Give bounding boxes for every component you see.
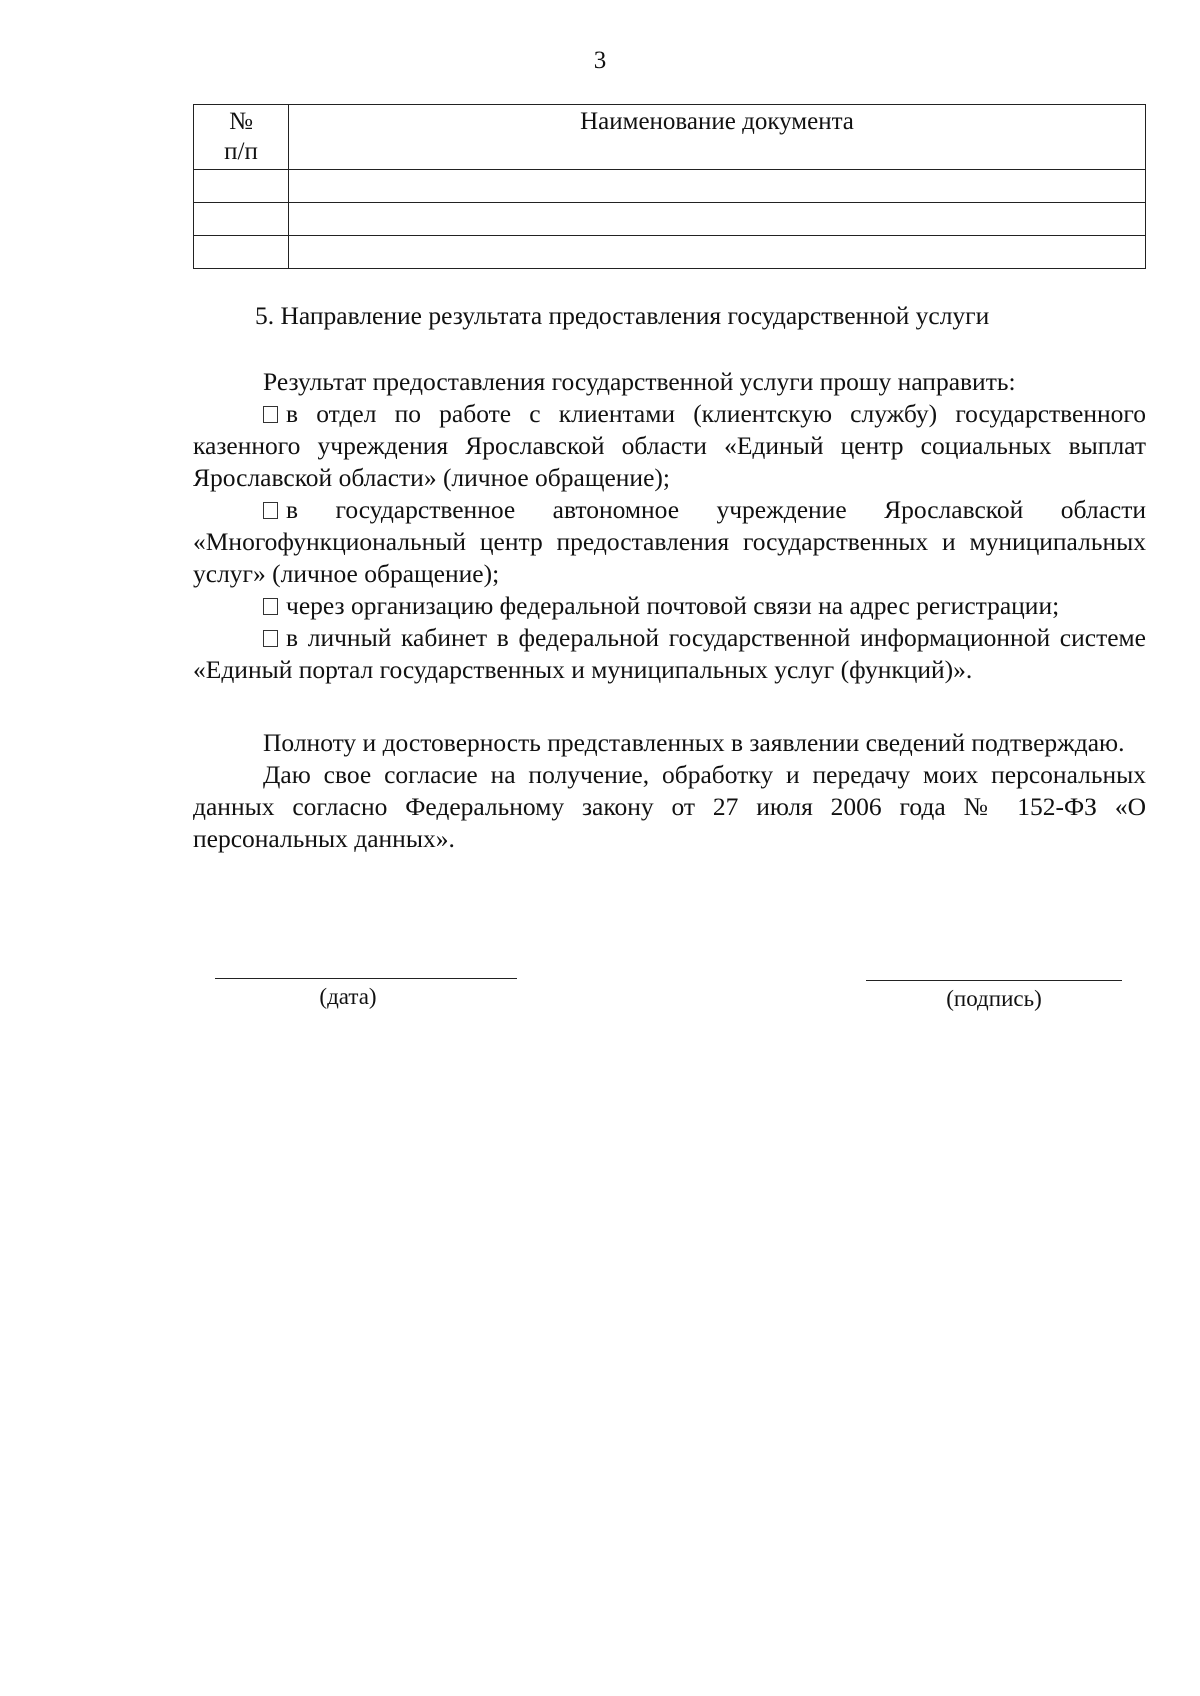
delivery-options: [193, 398, 1146, 686]
checkbox-icon[interactable]: [263, 598, 278, 615]
table-cell[interactable]: [194, 203, 289, 236]
table-cell[interactable]: [289, 170, 1146, 203]
option-label: через организацию федеральной почтовой связи на адрес регистрации;: [286, 591, 1060, 620]
section-heading: 5. Направление результата предоставления государственной услуги: [255, 301, 990, 330]
table-row: [194, 170, 1146, 203]
documents-table: [193, 104, 1146, 269]
delivery-option-post: [193, 590, 1146, 622]
consent-text: Даю свое согласие на получение, обработку и передачу моих персональных данных согласно Федеральному закону от 27 июля 2006 года № 152-ФЗ «О персональных данных».: [193, 760, 1146, 853]
delivery-option-mfc: [193, 494, 1146, 590]
checkbox-icon[interactable]: [263, 630, 278, 647]
table-cell[interactable]: [194, 170, 289, 203]
table-header-row: [194, 105, 1146, 170]
table-header-number: № п/п: [194, 105, 289, 170]
date-line[interactable]: [215, 978, 517, 979]
table-row: [194, 203, 1146, 236]
option-label: в личный кабинет в федеральной государственной информационной системе «Единый портал государственных и муниципальных услуг (функций)».: [193, 623, 1146, 684]
delivery-option-client-service: [193, 398, 1146, 494]
checkbox-icon[interactable]: [263, 502, 278, 519]
signature-line[interactable]: [866, 980, 1122, 981]
signature-label: (подпись): [946, 986, 1042, 1011]
date-label: (дата): [319, 984, 377, 1009]
table-cell[interactable]: [289, 236, 1146, 269]
table-cell[interactable]: [194, 236, 289, 269]
option-label: в отдел по работе с клиентами (клиентскую службу) государственного казенного учреждения Ярославской области «Единый центр социальных выплат Ярославской области» (личное обращение);: [193, 399, 1146, 492]
table-header-document-name: Наименование документа: [289, 105, 1146, 170]
intro-text: Результат предоставления государственной услуги прошу направить:: [263, 367, 1016, 396]
page-number: 3: [593, 47, 607, 74]
table-row: [194, 236, 1146, 269]
delivery-option-portal: [193, 622, 1146, 686]
confirmation-text: Полноту и достоверность представленных в заявлении сведений подтверждаю.: [263, 728, 1125, 757]
table-cell[interactable]: [289, 203, 1146, 236]
option-label: в государственное автономное учреждение Ярославской области «Многофункциональный центр предоставления государственных и муниципальных услуг» (личное обращение);: [193, 495, 1146, 588]
closing-statements: [193, 727, 1146, 855]
checkbox-icon[interactable]: [263, 406, 278, 423]
